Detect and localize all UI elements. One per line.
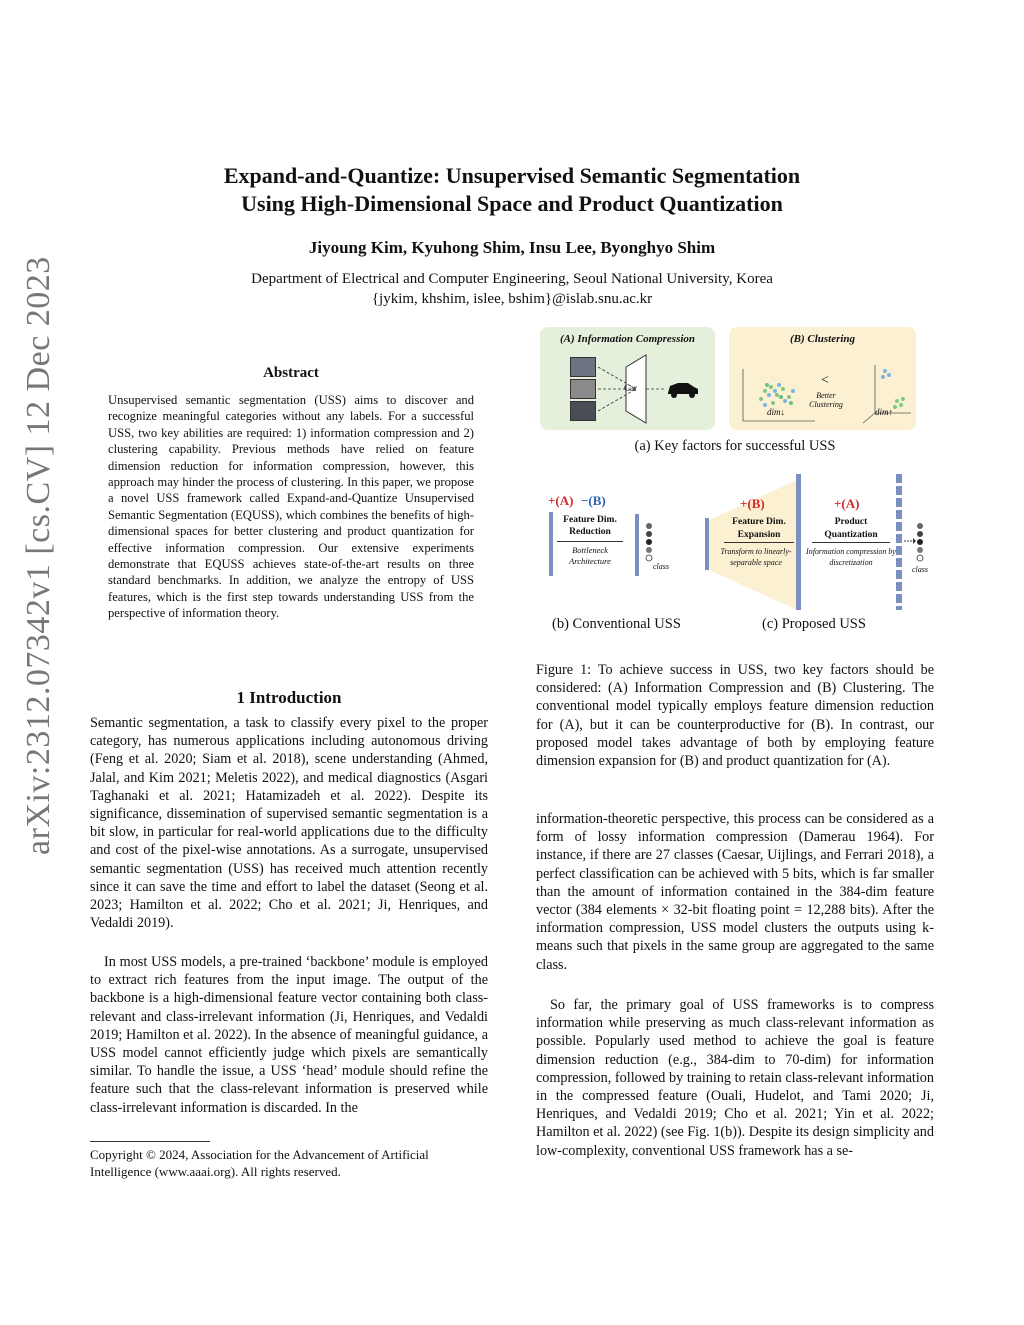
prop-class-nodes <box>912 520 928 568</box>
panel-b-title: (B) Clustering <box>789 333 856 345</box>
caption-c: (c) Proposed USS <box>762 616 866 632</box>
caption-a: (a) Key factors for successful USS <box>634 438 836 454</box>
pq-codebook-bars <box>896 474 902 610</box>
pq-divider <box>812 542 890 543</box>
title-line-2: Using High-Dimensional Space and Product Quantization <box>241 191 783 216</box>
reduction-divider <box>557 541 623 542</box>
conv-minus-b: −(B) <box>581 493 606 508</box>
input-image-2 <box>570 379 596 399</box>
input-image-1 <box>570 357 596 377</box>
footnote-rule <box>90 1141 210 1142</box>
pq-plus-a: +(A) <box>834 496 860 511</box>
car-label: Car <box>624 383 637 393</box>
conv-class-label: class <box>653 562 669 571</box>
panel-information-compression <box>540 327 715 430</box>
pq-title: Product Quantization <box>824 517 878 540</box>
info-comp-label: Information compression by discretization <box>806 547 896 567</box>
expansion-shape <box>709 478 903 612</box>
paper-title <box>100 162 924 218</box>
copyright-notice: Copyright © 2024, Association for the Advancement of Artificial Intelligence (www.aaai.org). All rights reserved. <box>90 1147 429 1179</box>
conv-class-nodes <box>641 520 657 568</box>
abstract-heading: Abstract <box>263 365 319 381</box>
expansion-title: Feature Dim. Expansion <box>732 517 786 540</box>
figure-caption: Figure 1: To achieve success in USS, two key factors should be considered: (A) Information Compression and (B) Clustering. The conventional model typically employs feature dimension reduction for (A), but it can be counterproductive for (B). In contrast, our proposed model takes advantage of both by employing feature dimension expansion for (B) and product quantization for (A). <box>536 662 934 770</box>
exp-plus-b: +(B) <box>740 496 765 511</box>
less-than-sign: < <box>821 373 829 388</box>
conv-plus-a: +(A) <box>548 493 574 508</box>
panel-a-title: (A) Information Compression <box>559 333 696 345</box>
expansion-divider <box>724 542 794 543</box>
arxiv-identifier: arXiv:2312.07342v1 [cs.CV] 12 Dec 2023 <box>20 256 57 855</box>
input-image-3 <box>570 401 596 421</box>
right-paragraph-1: information-theoretic perspective, this process can be considered as a form of lossy information compression (Damerau 1964). For instance, if there are 27 classes (Caesar, Uijlings, and Ferrari 2018), a perfect classification can be achieved with 5 bits, which is far smaller than the amount of information contained in the 384-dim feature vector (384 elements × 32-bit floating point = 12,288 bits). After the information compression, USS model clusters the outputs using k-means such that pixels in the same group are aggregated to the same class. <box>536 811 934 973</box>
affiliation: Department of Electrical and Computer Engineering, Seoul National University, Korea <box>251 271 773 287</box>
transform-label: Transform to linearly-separable space <box>720 547 792 567</box>
better-clustering-label: Better Clustering <box>809 391 843 409</box>
compression-diagram <box>598 353 708 425</box>
affiliation-block <box>100 269 924 309</box>
bottleneck-label: Bottleneck Architecture <box>569 545 611 566</box>
right-paragraph-2: So far, the primary goal of USS frameworks is to compress information while preserving as much class-relevant information as possible. Popularly used method to achieve the goal is feature dimension reduction (e.g., 384-dim to 70-dim) for information compression, followed by training to retain class-relevant information in the compressed feature (Ouali, Hudelot, and Tami 2020; Ji, Henriques, and Vedaldi 2019; Cho et al. 2021; Yin et al. 2022; Hamilton et al. 2022) (see Fig. 1(b)). Despite its design simplicity and low-complexity, conventional USS framework has a se- <box>536 997 934 1159</box>
reduction-title: Feature Dim. Reduction <box>563 515 617 537</box>
prop-mid-bar <box>796 474 801 610</box>
dim-up-label: dim↑ <box>875 407 893 417</box>
conv-left-bar <box>549 512 553 576</box>
intro-paragraph-1: Semantic segmentation, a task to classify every pixel to the proper category, has numerous applications including autonomous driving (Feng et al. 2020; Siam et al. 2018), scene understanding (Ahmed, Jalal, and Kim 2021; Meletis 2022), and medical diagnostics (Asgari Taghanaki et al. 2021; Hatamizadeh et al. 2022). Despite its significance, dissemination of supervised semantic segmentation is a bit slow, in particular for real-world applications due to the difficulty and cost of the pixel-wise annotations. As a surrogate, unsupervised semantic segmentation (USS) has received much attention recently since it can save the time and effort to label the dataset (Seong et al. 2023; Hamilton et al. 2022; Cho et al. 2021; Ji, Henriques, and Vedaldi 2019). <box>90 715 488 932</box>
prop-left-bar <box>705 518 709 570</box>
emails: {jykim, khshim, islee, bshim}@islab.snu.ac.kr <box>371 291 653 307</box>
authors: Jiyoung Kim, Kyuhong Shim, Insu Lee, Byonghyo Shim <box>308 238 716 257</box>
section-heading: 1 Introduction <box>236 688 342 707</box>
intro-paragraph-2: In most USS models, a pre-trained ‘backbone’ module is employed to extract rich features from the input image. The output of the backbone is a high-dimensional feature vector containing both class-relevant and class-irrelevant information (Ji, Henriques, and Vedaldi 2019; Hamilton et al. 2022). In the absence of meaningful guidance, a USS model cannot efficiently judge which pixels are semantically similar. To handle the issue, a USS ‘head’ module should refine the feature such that the class-relevant information is preserved while class-irrelevant information is discarded. In the <box>90 954 488 1116</box>
abstract-text: Unsupervised semantic segmentation (USS) aims to discover and recognize meaningful categories without any labels. For a successful USS, two key abilities are required: 1) information compression and 2) clustering capability. Previous methods have relied on feature dimension reduction for information compression, however, this approach may hinder the process of clustering. In this paper, we propose a novel USS framework called Expand-and-Quantize Unsupervised Semantic Segmentation (EQUSS), which combines the benefits of high-dimensional spaces for better clustering and product quantization for effective information compression. Our extensive experiments demonstrate that EQUSS achieves state-of-the-art results on three standard benchmarks. In addition, we analyze the entropy of USS features, which is the first step towards understanding USS from the perspective of information theory. <box>108 393 474 621</box>
prop-class-label: class <box>912 565 928 574</box>
caption-b: (b) Conventional USS <box>552 616 681 632</box>
dim-down-label: dim↓ <box>767 407 785 417</box>
title-line-1: Expand-and-Quantize: Unsupervised Semantic Segmentation <box>223 163 801 188</box>
conv-right-bar <box>635 514 639 576</box>
panel-clustering <box>729 327 916 430</box>
